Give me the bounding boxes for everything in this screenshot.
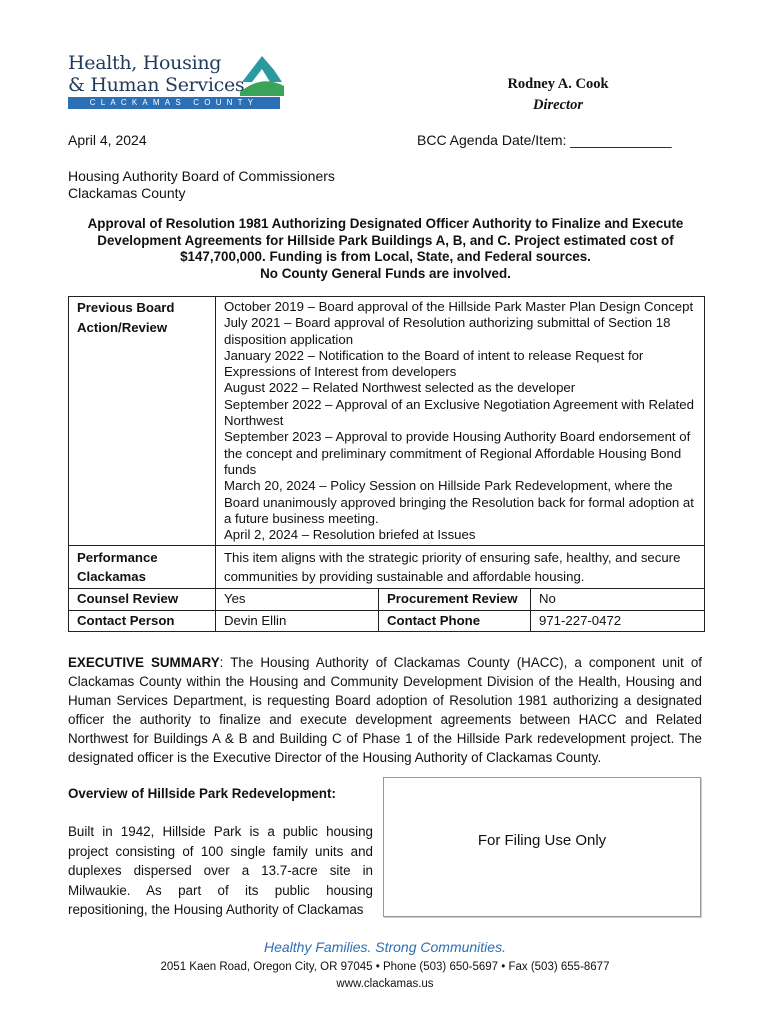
logo-text-line2: & Human Services bbox=[68, 74, 245, 96]
addressee-line1: Housing Authority Board of Commissioners bbox=[68, 168, 335, 184]
exec-text: : The Housing Authority of Clackamas County (HACC), a component unit of Clackamas County within the Housing and Community Development Division of the Health, Housing and Human Services Department, is requesting Board adoption of Resolution 1981 authorizing a designated officer the authority to finalize and execute development agreements between HACC and Related Northwest for Buildings A & B and Building C of Phase 1 of the Hillside Park redevelopment project. The designated officer is the Executive Director of the Housing Authority of Clackamas County. bbox=[68, 655, 702, 765]
list-item: April 2, 2024 – Resolution briefed at Issues bbox=[224, 527, 476, 543]
contact-person-label: Contact Person bbox=[69, 610, 216, 631]
counsel-review-value: Yes bbox=[216, 589, 379, 610]
list-item: March 20, 2024 – Policy Session on Hillside Park Redevelopment, where the Board unanimously approved bringing the Resolution back for formal adoption at a future business meeting. bbox=[224, 478, 694, 526]
exec-heading: EXECUTIVE SUMMARY bbox=[68, 655, 220, 670]
logo-county-bar: CLACKAMAS COUNTY bbox=[68, 97, 280, 109]
previous-board-label bbox=[69, 297, 216, 546]
list-item: October 2019 – Board approval of the Hillside Park Master Plan Design Concept bbox=[224, 299, 694, 314]
footer-address: 2051 Kaen Road, Oregon City, OR 97045 • Phone (503) 650-5697 • Fax (503) 655-8677 bbox=[160, 961, 610, 973]
addressee bbox=[68, 168, 335, 202]
performance-text: This item aligns with the strategic priority of ensuring safe, healthy, and secure communities by providing sustainable and affordable housing. bbox=[216, 546, 705, 589]
label-line: Performance bbox=[77, 550, 158, 566]
title-line2: Development Agreements for Hillside Park Buildings A, B, and C. Project estimated cost of bbox=[97, 232, 674, 248]
contact-person-value: Devin Ellin bbox=[216, 610, 379, 631]
list-item: January 2022 – Notification to the Board of intent to release Request for Expressions of Interest from developers bbox=[224, 347, 644, 380]
table-row bbox=[69, 546, 705, 589]
table-row bbox=[69, 297, 705, 546]
list-item: July 2021 – Board approval of Resolution authorizing submittal of Section 18 disposition application bbox=[224, 315, 671, 347]
table-row bbox=[69, 589, 705, 610]
list-item: September 2022 – Approval of an Exclusive Negotiation Agreement with Related Northwest bbox=[224, 396, 694, 429]
label-line: Action/Review bbox=[77, 320, 168, 335]
director-name: Rodney A. Cook bbox=[507, 76, 609, 92]
title-line3: $147,700,000. Funding is from Local, State, and Federal sources. bbox=[180, 249, 591, 264]
overview-text: Built in 1942, Hillside Park is a public housing project consisting of 100 single family units and duplexes dispersed over a 13.7-acre site in Milwaukie. As part of its public housing repositioning, the Housing Authority of Clackamas bbox=[68, 824, 373, 917]
previous-actions-list bbox=[216, 297, 705, 546]
memo-title bbox=[68, 216, 703, 282]
memo-date: April 4, 2024 bbox=[68, 132, 147, 148]
counsel-review-label: Counsel Review bbox=[69, 589, 216, 610]
list-item: September 2023 – Approval to provide Housing Authority Board endorsement of the concept and preliminary commitment of Regional Affordable Housing Bond funds bbox=[224, 429, 691, 477]
title-line4: No County General Funds are involved. bbox=[260, 265, 511, 281]
director-title: Director bbox=[533, 97, 583, 113]
director-block bbox=[458, 76, 658, 114]
agenda-item: BCC Agenda Date/Item: _____________ bbox=[417, 132, 672, 148]
table-row bbox=[69, 610, 705, 631]
hhs-logo bbox=[68, 52, 283, 110]
filing-box bbox=[383, 777, 701, 917]
label-line: Clackamas bbox=[77, 569, 146, 585]
footer-website: www.clackamas.us bbox=[336, 978, 434, 990]
procurement-review-label: Procurement Review bbox=[379, 589, 531, 610]
executive-summary bbox=[68, 653, 702, 767]
contact-phone-value: 971-227-0472 bbox=[531, 610, 705, 631]
list-item: August 2022 – Related Northwest selected as the developer bbox=[224, 380, 576, 396]
performance-label bbox=[69, 546, 216, 589]
addressee-line2: Clackamas County bbox=[68, 185, 186, 201]
logo-text-line1: Health, Housing bbox=[68, 52, 222, 74]
filing-label: For Filing Use Only bbox=[477, 832, 607, 849]
info-table bbox=[68, 296, 705, 632]
procurement-review-value: No bbox=[531, 589, 705, 610]
label-line: Previous Board bbox=[77, 300, 175, 315]
overview-heading: Overview of Hillside Park Redevelopment: bbox=[68, 786, 336, 801]
mountain-logo-icon bbox=[240, 52, 284, 96]
title-line1: Approval of Resolution 1981 Authorizing Designated Officer Authority to Finalize and Execute bbox=[87, 216, 684, 231]
contact-phone-label: Contact Phone bbox=[379, 610, 531, 631]
footer-slogan: Healthy Families. Strong Communities. bbox=[264, 939, 506, 955]
